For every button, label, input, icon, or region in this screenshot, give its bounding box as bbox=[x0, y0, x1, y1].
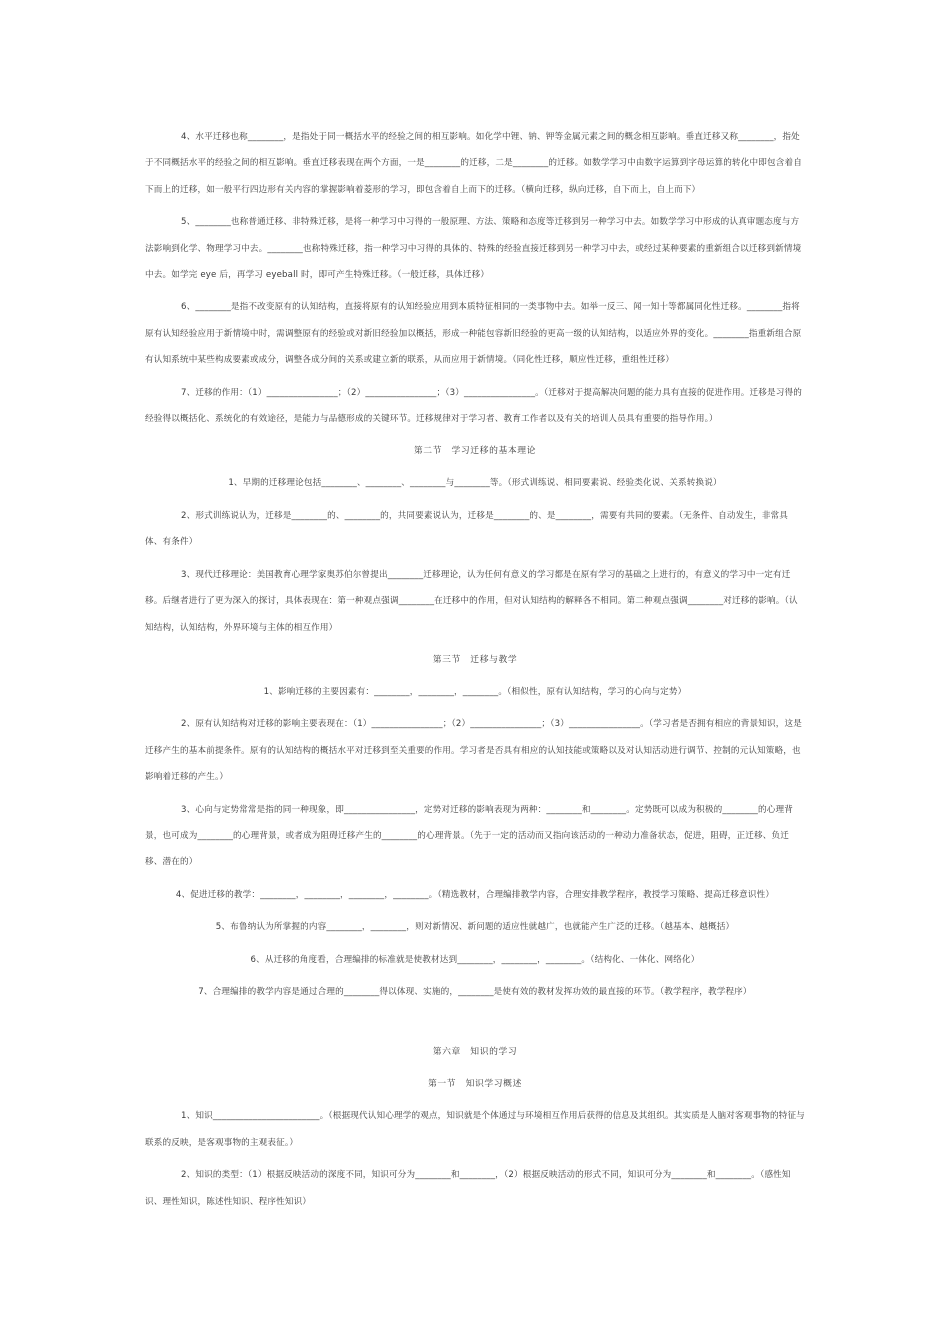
question-paragraph: 3、现代迁移理论：美国教育心理学家奥苏伯尔曾提出________迁移理论，认为任何有意义的学习都是在原有学习的基础之上进行的，有意义的学习中一定有迁移。后继者进行了更为深入的探讨，具体表现在：第一种观点强调________在迁移中的作用，但对认知结构的解释各不相同。第二种观点强调________对迁移的影响。（认知结构，认知结构，外界环境与主体的相互作用） bbox=[145, 569, 798, 633]
question-paragraph: 7、合理编排的教学内容是通过合理的________得以体现、实施的，________是使有效的教材发挥功效的最直接的环节。（教学程序，教学程序） bbox=[198, 986, 752, 997]
question-paragraph: 2、形式训练说认为，迁移是________的、________的，共同要素说认为，迁移是________的、是________，需要有共同的要素。（无条件、自动发生，非常具体、有条件） bbox=[145, 510, 789, 548]
section-heading: 第六章 知识的学习 bbox=[432, 1047, 518, 1058]
question-paragraph: 6、从迁移的角度看，合理编排的标准就是使教材达到________，________，________。（结构化、一体化、网络化） bbox=[250, 954, 700, 965]
question-paragraph: 1、早期的迁移理论包括________、________、________与________等。（形式训练说、相同要素说、经验类化说、关系转换说） bbox=[228, 478, 722, 489]
section-heading: 第一节 知识学习概述 bbox=[428, 1079, 522, 1090]
section-gap bbox=[145, 1011, 805, 1039]
question-paragraph: 4、水平迁移也称________，是指处于同一概括水平的经验之间的相互影响。如化学中锂、钠、钾等金属元素之间的概念相互影响。垂直迁移又称________，指处于不同概括水平的经验之间的相互影响。垂直迁移表现在两个方面，一是________的迁移，二是________的迁移。如数学学习中由数字运算到字母运算的转化中即包含着自下而上的迁移，如一般平行四边形有关内容的掌握影响着菱形的学习，即包含着自上而下的迁移。（横向迁移，纵向迁移，自下而上，自上而下） bbox=[145, 132, 802, 195]
question-paragraph: 7、迁移的作用：（1）________________；（2）________________；（3）________________。（迁移对于提高解决问题的能力具有直接的促进作用。迁移是习得的经验得以概括化、系统化的有效途径，是能力与品德形成的关键环节。迁移规律对于学习者、教育工作者以及有关的培训人员具有重要的指导作用。） bbox=[145, 387, 802, 425]
question-paragraph: 1、知识________________________。（根据现代认知心理学的观点，知识就是个体通过与环境相互作用后获得的信息及其组织。其实质是人脑对客观事物的特征与联系的反映，是客观事物的主观表征。） bbox=[145, 1111, 805, 1148]
question-paragraph: 6、________是指不改变原有的认知结构，直接将原有的认知经验应用到本质特征相同的一类事物中去。如举一反三、闻一知十等都属同化性迁移。________指将原有认知经验应用于新情境中时，需调整原有的经验或对新旧经验加以概括，形成一种能包容新旧经验的更高一级的认知结构，以适应外界的变化。________指重新组合原有认知系统中某些构成要素或成分，调整各成分间的关系或建立新的联系，从而应用于新情境。（同化性迁移，顺应性迁移，重组性迁移） bbox=[145, 302, 802, 366]
question-paragraph: 2、知识的类型：（1）根据反映活动的深度不同，知识可分为________和________，（2）根据反映活动的形式不同，知识可分为________和________。（感性知识、理性知识，陈述性知识、程序性知识） bbox=[145, 1170, 791, 1207]
question-paragraph: 2、原有认知结构对迁移的影响主要表现在：（1）________________；（2）________________；（3）________________。（学习者是否拥有相应的背景知识，这是迁移产生的基本前提条件。原有的认知结构的概括水平对迁移到至关重要的作用。学习者是否具有相应的认知技能或策略以及对认知活动进行调节、控制的元认知策略，也影响着迁移的产生。） bbox=[145, 719, 802, 783]
question-paragraph: 3、心向与定势常常是指的同一种现象，即________________，定势对迁移的影响表现为两种：________和________。定势既可以成为积极的________的心理背景，也可成为________的心理背景，或者成为阻碍迁移产生的________的心理背景。（先于一定的活动而又指向该活动的一种动力准备状态，促进，阻碍，正迁移、负迁移、潜在的） bbox=[145, 804, 793, 868]
section-heading: 第二节 学习迁移的基本理论 bbox=[413, 446, 537, 457]
question-paragraph: 5、________也称普通迁移、非特殊迁移，是将一种学习中习得的一般原理、方法、策略和态度等迁移到另一种学习中去。如数学学习中形成的认真审题态度与方法影响到化学、物理学习中去。________也称特殊迁移，指一种学习中习得的具体的、特殊的经验直接迁移到另一种学习中去，或经过某种要素的重新组合以迁移到新情境中去。如学完 eye 后，再学习 eyeball 时，即可产生特殊迁移。（一般迁移，具体迁移） bbox=[145, 217, 802, 281]
question-paragraph: 4、促进迁移的教学：________，________，________，________。（精选教材，合理编排教学内容，合理安排教学程序，教授学习策略、提高迁移意识性） bbox=[175, 889, 775, 900]
section-heading: 第三节 迁移与教学 bbox=[432, 654, 518, 665]
question-paragraph: 5、布鲁纳认为所掌握的内容________，________，则对新情况、新问题的适应性就越广，也就能产生广泛的迁移。（越基本、越概括） bbox=[215, 922, 735, 933]
question-paragraph: 1、影响迁移的主要因素有：________，________，________。（相似性，原有认知结构，学习的心向与定势） bbox=[263, 686, 687, 697]
